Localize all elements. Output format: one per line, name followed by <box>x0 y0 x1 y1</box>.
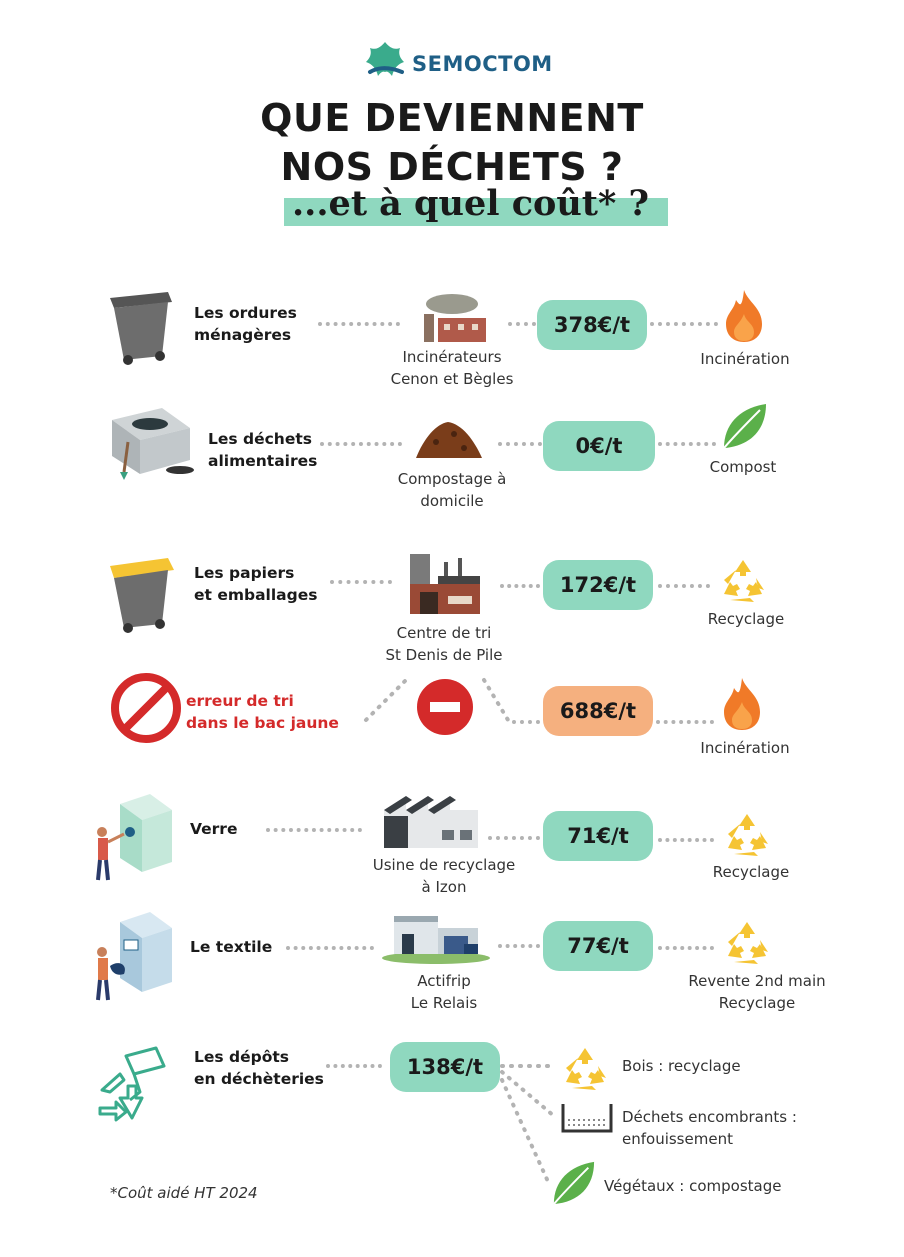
connector-dots <box>330 580 392 584</box>
page-title-line1: QUE DEVIENNENT <box>260 96 644 140</box>
outcome-incineration: Incinération <box>700 350 790 368</box>
outcome-recyclage: Recyclage <box>707 610 785 628</box>
recycling-center-icon <box>96 1046 170 1120</box>
connector-dots <box>656 720 714 724</box>
outcome-recyclage-textile: Recyclage <box>718 994 796 1012</box>
yellow-lid-bin-icon <box>106 552 178 632</box>
semoctom-logo-icon <box>362 38 408 84</box>
category-alimentaires-line2: alimentaires <box>208 452 318 470</box>
recycle-icon <box>722 918 772 968</box>
destination-bois: Bois : recyclage <box>622 1057 741 1075</box>
landfill-icon <box>560 1102 614 1134</box>
connector-dots <box>326 1064 382 1068</box>
place-incinerateurs-line2: Cenon et Bègles <box>390 370 514 388</box>
grey-bin-icon <box>106 288 178 366</box>
warehouse-icon <box>380 914 492 966</box>
connector-dots <box>512 720 540 724</box>
category-erreur-line2: dans le bac jaune <box>186 714 339 732</box>
connector-dots <box>658 442 716 446</box>
recycle-icon <box>560 1044 610 1094</box>
connector-dots <box>266 828 362 832</box>
recycle-icon <box>722 810 772 860</box>
destination-vegetaux: Végétaux : compostage <box>604 1177 782 1195</box>
recycling-factory-icon <box>382 794 480 850</box>
outcome-recyclage-verre: Recyclage <box>712 863 790 881</box>
connector-dots <box>508 322 536 326</box>
connector-dots <box>650 322 718 326</box>
textile-container-icon <box>94 910 176 1004</box>
category-alimentaires-line1: Les déchets <box>208 430 312 448</box>
place-centre-tri-line1: Centre de tri <box>396 624 492 642</box>
cost-badge-ordures: 378€/t <box>537 300 647 350</box>
prohibited-icon <box>110 672 182 744</box>
leaf-icon <box>720 402 768 450</box>
category-ordures-line2: ménagères <box>194 326 292 344</box>
leaf-icon <box>550 1160 596 1206</box>
place-compostage-line1: Compostage à <box>397 470 507 488</box>
category-depots-line1: Les dépôts <box>194 1048 289 1066</box>
place-compostage-line2: domicile <box>420 492 484 510</box>
glass-container-icon <box>94 792 176 884</box>
destination-encombrants-line2: enfouissement <box>622 1130 733 1148</box>
no-entry-icon <box>416 678 474 736</box>
compost-pile-icon <box>414 418 484 460</box>
connector-dots <box>318 322 400 326</box>
connector-dots <box>286 946 374 950</box>
footnote: *Coût aidé HT 2024 <box>110 1184 258 1202</box>
destination-encombrants-line1: Déchets encombrants : <box>622 1108 797 1126</box>
brand-name: SEMOCTOM <box>412 52 553 76</box>
category-ordures-line1: Les ordures <box>194 304 297 322</box>
place-incinerateurs-line1: Incinérateurs <box>402 348 502 366</box>
compost-bin-icon <box>106 402 198 484</box>
connector-dots <box>488 836 540 840</box>
cost-badge-depots: 138€/t <box>390 1042 500 1092</box>
outcome-incineration-erreur: Incinération <box>700 739 790 757</box>
category-papiers-line1: Les papiers <box>194 564 295 582</box>
incinerator-icon <box>418 292 490 344</box>
place-actifrip-line2: Le Relais <box>410 994 478 1012</box>
place-centre-tri-line2: St Denis de Pile <box>385 646 503 664</box>
page-subtitle: ...et à quel coût* ? <box>292 183 649 224</box>
outcome-revente: Revente 2nd main <box>688 972 826 990</box>
sorting-center-icon <box>408 552 482 616</box>
flame-icon <box>720 676 764 732</box>
place-actifrip-line1: Actifrip <box>417 972 471 990</box>
page-title-line2: NOS DÉCHETS ? <box>280 145 624 189</box>
flame-icon <box>722 288 766 344</box>
cost-badge-papiers: 172€/t <box>543 560 653 610</box>
connector-dots <box>320 442 402 446</box>
category-verre: Verre <box>190 820 238 838</box>
connector-dots <box>658 838 714 842</box>
outcome-compost: Compost <box>709 458 777 476</box>
category-depots-line2: en déchèteries <box>194 1070 324 1088</box>
cost-badge-erreur: 688€/t <box>543 686 653 736</box>
connector-dots <box>658 584 710 588</box>
category-textile: Le textile <box>190 938 273 956</box>
cost-badge-verre: 71€/t <box>543 811 653 861</box>
connector-dots <box>498 944 540 948</box>
connector-dots <box>498 442 542 446</box>
cost-badge-textile: 77€/t <box>543 921 653 971</box>
category-erreur-line1: erreur de tri <box>186 692 294 710</box>
place-usine-line2: à Izon <box>421 878 467 896</box>
connector-dots <box>658 946 714 950</box>
connector-dots <box>500 584 540 588</box>
cost-badge-alimentaires: 0€/t <box>543 421 655 471</box>
category-papiers-line2: et emballages <box>194 586 318 604</box>
recycle-icon <box>718 556 768 606</box>
place-usine-line1: Usine de recyclage <box>372 856 516 874</box>
